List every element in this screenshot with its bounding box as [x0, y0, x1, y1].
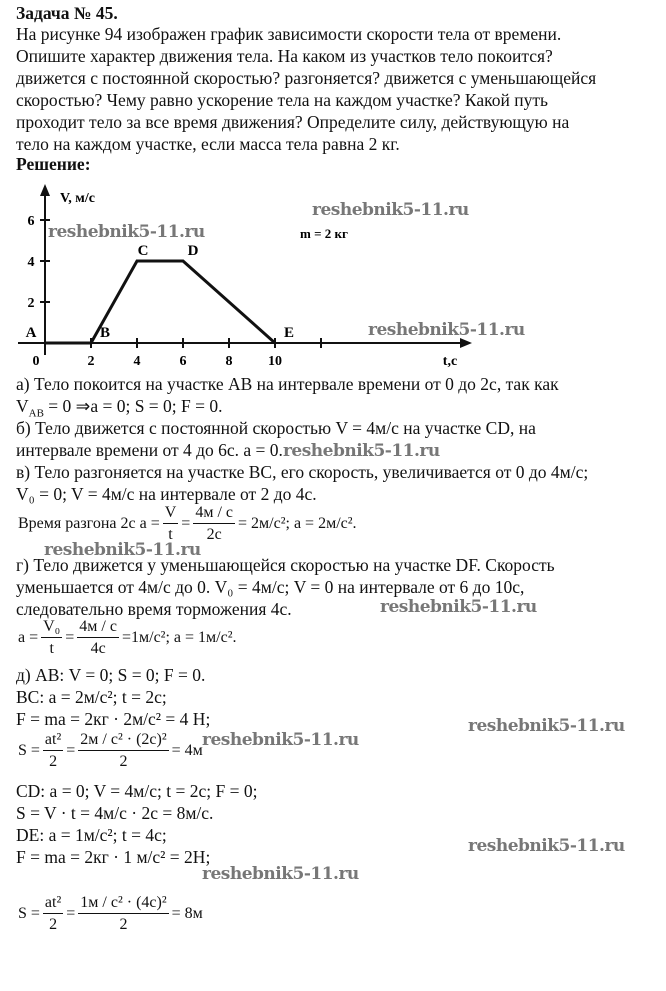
part-d-line: S = V · t = 4м/с · 2с = 8м/с. [16, 803, 214, 823]
point-label-c: C [137, 243, 149, 259]
problem-line: На рисунке 94 изображен график зависимости скорости тела от времени. [16, 24, 562, 44]
text: a = [18, 629, 39, 647]
point-label-e: E [283, 325, 295, 341]
problem-line: движется с постоянной скоростью? разгоняется? движется с уменьшающейся [16, 68, 597, 88]
y-tick-label: 6 [27, 214, 35, 229]
part-d-line: F = ma = 2кг · 1 м/с² = 2Н; [16, 847, 211, 867]
text: = 8м [171, 905, 203, 923]
formula-distance-bc: S = $\frac{\text{at²}}{2}$ = 2м / с² · (2с)² 2 = 4м [18, 730, 203, 773]
part-g-line: следовательно время торможения 4с. [16, 599, 292, 619]
numerator: 1м / с² · (4с)² [78, 893, 168, 914]
part-d-line: д) АВ: V = 0; S = 0; F = 0. [16, 665, 206, 685]
part-v-line: V₀ = 0; V = 4м/с на интервале от 2 до 4с. [16, 484, 317, 504]
formula-acceleration-bc: Время разгона 2с a = $\frac{V}{t}$ = 4м / с 2с = 2м/с²; a = 2м/с². [18, 503, 357, 546]
velocity-line [45, 261, 275, 343]
part-d-line: DE: a = 1м/с²; t = 4с; [16, 825, 167, 845]
watermark: reshebnik5-11.ru [312, 200, 469, 220]
numerator: V₀ [41, 617, 62, 638]
text: S = [18, 905, 40, 923]
numerator: at² [43, 730, 63, 751]
y-tick-label: 4 [27, 255, 35, 270]
text: интервале времени от 4 до 6с. a = 0. [16, 440, 283, 460]
denominator: 4с [90, 640, 106, 657]
point-label-d: D [187, 243, 199, 259]
text: = 4м [171, 742, 203, 760]
part-g-line: уменьшается от 4м/с до 0. V₀ = 4м/с; V = 0 на интервале от 6 до 10с, [16, 577, 525, 597]
part-d-line: ВС: a = 2м/с²; t = 2с; [16, 687, 167, 707]
text: V [16, 396, 29, 416]
watermark: reshebnik5-11.ru [44, 540, 201, 560]
watermark: reshebnik5-11.ru [282, 441, 440, 461]
denominator: t [49, 640, 54, 657]
formula-distance-de: S = $\frac{\text{at²}}{2}$ = 1м / с² · (4с)² 2 = 8м [18, 893, 203, 936]
part-b-line: б) Тело движется с постоянной скоростью V = 4м/с на участке CD, на [16, 418, 536, 438]
denominator: 2с [206, 526, 222, 543]
text: = 0 ⇒a = 0; S = 0; F = 0. [43, 396, 223, 416]
denominator: 2 [119, 753, 128, 770]
watermark: reshebnik5-11.ru [202, 730, 359, 750]
watermark: reshebnik5-11.ru [202, 864, 359, 884]
x-tick-label: 2 [87, 354, 95, 369]
numerator: 4м / с [77, 617, 119, 638]
x-tick-label: 6 [179, 354, 187, 369]
denominator: t [168, 526, 173, 543]
denominator: 2 [49, 916, 58, 933]
text: =1м/с²; a = 1м/с². [121, 629, 237, 647]
part-b-line [16, 439, 440, 462]
numerator: 4м / с [193, 503, 235, 524]
x-tick-label: 0 [32, 354, 40, 369]
x-tick-label: 4 [133, 354, 141, 369]
y-tick-label: 2 [27, 296, 35, 311]
subscript: AB [28, 407, 44, 420]
y-axis-label: V, м/с [60, 191, 95, 206]
watermark: reshebnik5-11.ru [468, 716, 625, 736]
part-v-line: в) Тело разгоняется на участке ВС, его скорость, увеличивается от 0 до 4м/с; [16, 462, 589, 482]
problem-line: Опишите характер движения тела. На каком из участков тело покоится? [16, 46, 553, 66]
x-axis-label: t,c [442, 354, 458, 369]
numerator: 2м / с² · (2с)² [78, 730, 168, 751]
part-d-line: CD: a = 0; V = 4м/с; t = 2с; F = 0; [16, 781, 258, 801]
numerator: V [163, 503, 179, 524]
watermark: reshebnik5-11.ru [48, 222, 205, 242]
watermark: reshebnik5-11.ru [368, 320, 525, 340]
problem-line: скоростью? Чему равно ускорение тела на каждом участке? Какой путь [16, 90, 548, 110]
mass-note: m = 2 кг [300, 226, 348, 241]
point-label-b: B [99, 325, 111, 341]
solution-label: Решение: [16, 154, 91, 174]
x-tick-label: 10 [268, 354, 282, 369]
task-title: Задача № 45. [16, 3, 118, 23]
watermark: reshebnik5-11.ru [380, 597, 537, 617]
part-g-line: г) Тело движется у уменьшающейся скоростью на участке DF. Скорость [16, 555, 555, 575]
problem-line: проходит тело за все время движения? Определите силу, действующую на [16, 112, 570, 132]
text: Время разгона 2с a = [18, 515, 160, 533]
part-a-line: а) Тело покоится на участке АВ на интервале времени от 0 до 2с, так как [16, 374, 559, 394]
denominator: 2 [119, 916, 128, 933]
watermark: reshebnik5-11.ru [468, 836, 625, 856]
denominator: 2 [49, 753, 58, 770]
text: = 2м/с²; a = 2м/с². [238, 515, 357, 533]
point-label-a: A [25, 325, 37, 341]
formula-acceleration-de: a = $\frac{\text{V₀}}{t}$ = 4м / с 4с =1м/с²; a = 1м/с². [18, 617, 237, 660]
part-d-line: F = ma = 2кг · 2м/с² = 4 Н; [16, 709, 211, 729]
x-tick-label: 8 [225, 354, 233, 369]
text: S = [18, 742, 40, 760]
y-axis-arrow [40, 184, 50, 196]
problem-line: тело на каждом участке, если масса тела равна 2 кг. [16, 134, 400, 154]
numerator: at² [43, 893, 63, 914]
